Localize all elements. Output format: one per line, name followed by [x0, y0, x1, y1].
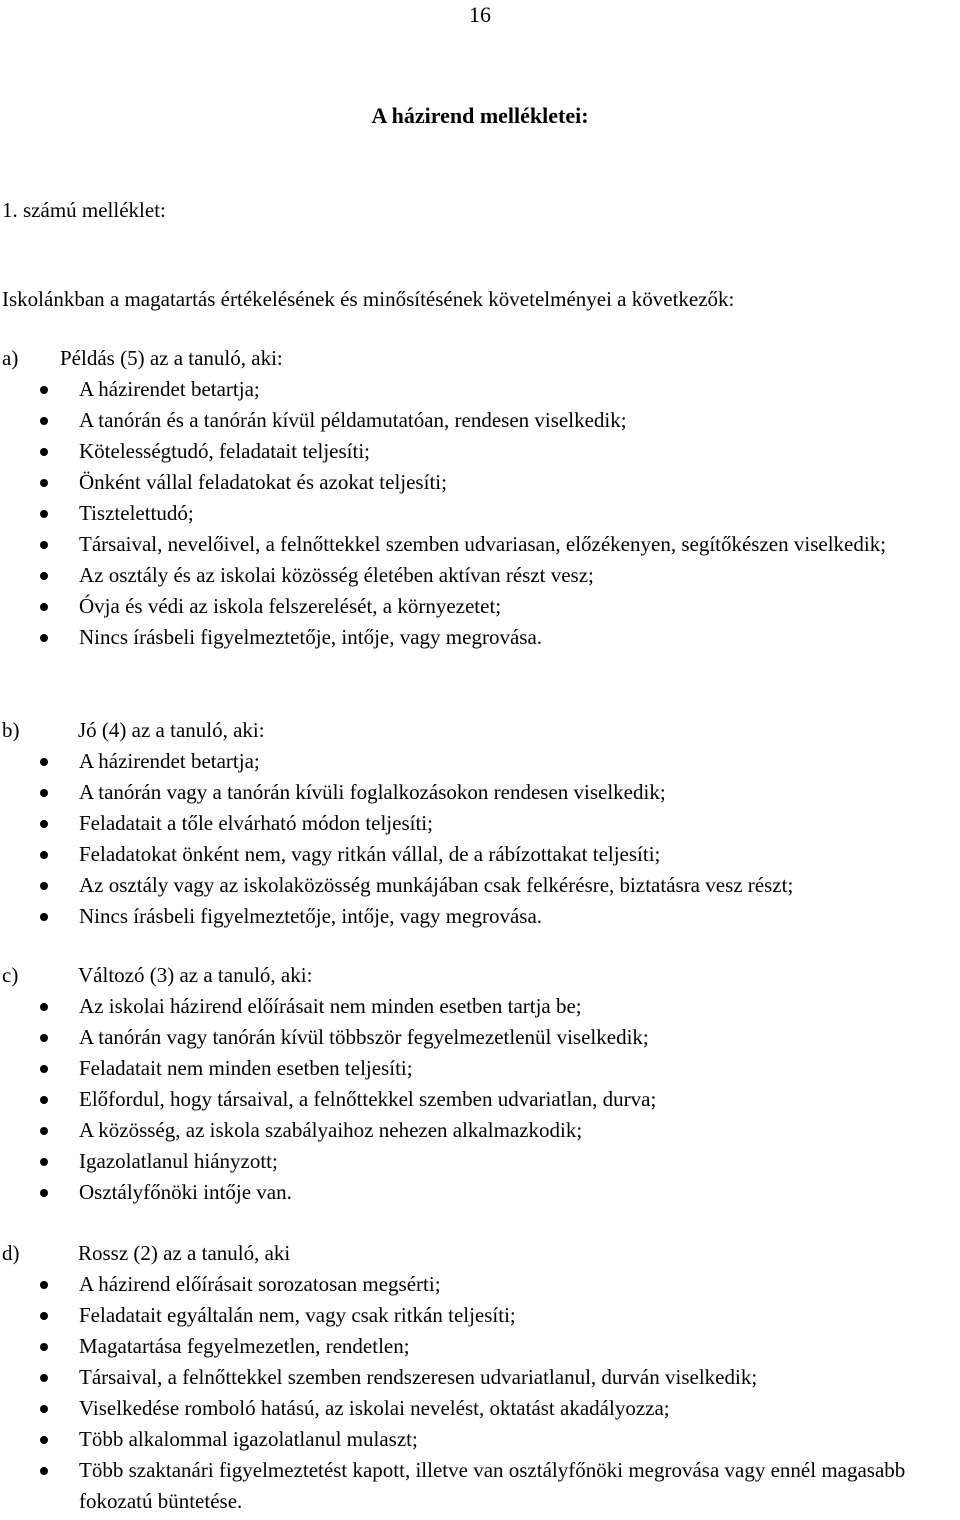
list-item-text: Nincs írásbeli figyelmeztetője, intője, vagy megrovása. [79, 904, 543, 928]
bullet-icon [40, 1467, 48, 1475]
section-heading [2, 343, 958, 374]
bullet-icon [40, 1312, 48, 1320]
bullet-icon [40, 1189, 48, 1197]
section-exemplary [2, 343, 958, 653]
bullet-icon [40, 1158, 48, 1166]
section-letter: d) [2, 1241, 20, 1265]
list-item [2, 808, 959, 839]
page-title: A házirend mellékletei: [371, 103, 589, 128]
list-item-text: Társaival, a felnőttekkel szemben rendszeresen udvariatlanul, durván viselkedik; [79, 1365, 758, 1389]
list-item-text: Feladatait a tőle elvárható módon teljesíti; [79, 811, 433, 835]
list-item [2, 1177, 959, 1208]
bullet-icon [40, 479, 48, 487]
list-item-text: Viselkedése romboló hatású, az iskolai nevelést, oktatást akadályozza; [79, 1396, 670, 1420]
section-heading [2, 1238, 958, 1269]
list-item [2, 529, 959, 560]
bullet-icon [40, 1405, 48, 1413]
list-item-text: Önként vállal feladatokat és azokat teljesíti; [79, 470, 447, 494]
section-letter: a) [2, 346, 19, 370]
list-item-text: Több alkalommal igazolatlanul mulaszt; [79, 1427, 418, 1451]
bullet-icon [40, 1096, 48, 1104]
bullet-icon [40, 820, 48, 828]
list-item-text: Magatartása fegyelmezetlen, rendetlen; [79, 1334, 410, 1358]
list-item-text: Feladatait nem minden esetben teljesíti; [79, 1056, 413, 1080]
list-item-text: Társaival, nevelőivel, a felnőttekkel szemben udvariasan, előzékenyen, segítőkészen viselkedik; [79, 532, 887, 556]
bullet-icon [40, 1436, 48, 1444]
list-item [2, 467, 959, 498]
list-item [2, 436, 959, 467]
page-number: 16 [469, 2, 491, 27]
bullet-icon [40, 1374, 48, 1382]
list-item [2, 498, 959, 529]
section-letter: c) [2, 963, 19, 987]
section-letter: b) [2, 718, 20, 742]
bullet-icon [40, 1065, 48, 1073]
annex-heading: 1. számú melléklet: [2, 198, 166, 222]
list-item [2, 405, 959, 436]
section-label: Példás (5) az a tanuló, aki: [60, 346, 283, 370]
list-item-text: Több szaktanári figyelmeztetést kapott, illetve van osztályfőnöki megrovása vagy ennél magasabb fokozatú büntetése. [79, 1458, 906, 1513]
bullet-icon [40, 417, 48, 425]
list-item-text: A házirendet betartja; [79, 377, 260, 401]
list-item [2, 901, 959, 932]
bullet-icon [40, 572, 48, 580]
list-item [2, 839, 959, 870]
list-item-text: A tanórán és a tanórán kívül példamutatóan, rendesen viselkedik; [79, 408, 627, 432]
list-item [2, 374, 959, 405]
bullet-icon [40, 541, 48, 549]
list-item-text: Igazolatlanul hiányzott; [79, 1149, 278, 1173]
list-item-text: Feladatait egyáltalán nem, vagy csak ritkán teljesíti; [79, 1303, 516, 1327]
list-item [2, 1053, 959, 1084]
criteria-list [2, 746, 958, 932]
list-item [2, 560, 959, 591]
bullet-icon [40, 634, 48, 642]
list-item [2, 746, 959, 777]
list-item-text: Tisztelettudó; [79, 501, 194, 525]
list-item [2, 870, 959, 901]
list-item-text: A házirendet betartja; [79, 749, 260, 773]
list-item-text: Az osztály és az iskolai közösség életében aktívan részt vesz; [79, 563, 594, 587]
criteria-list [2, 991, 958, 1208]
list-item [2, 1084, 959, 1115]
bullet-icon [40, 510, 48, 518]
intro-paragraph: Iskolánkban a magatartás értékelésének és minősítésének követelményei a következők: [2, 287, 735, 311]
list-item-text: Kötelességtudó, feladatait teljesíti; [79, 439, 370, 463]
criteria-list [2, 1269, 958, 1517]
list-item [2, 1393, 959, 1424]
bullet-icon [40, 448, 48, 456]
section-label: Rossz (2) az a tanuló, aki [78, 1241, 291, 1265]
criteria-list [2, 374, 958, 653]
list-item-text: A közösség, az iskola szabályaihoz nehezen alkalmazkodik; [79, 1118, 583, 1142]
list-item [2, 1300, 959, 1331]
list-item [2, 1331, 959, 1362]
list-item-text: A tanórán vagy tanórán kívül többször fegyelmezetlenül viselkedik; [79, 1025, 649, 1049]
list-item-text: Óvja és védi az iskola felszerelését, a környezetet; [79, 594, 502, 618]
section-label: Jó (4) az a tanuló, aki: [78, 718, 265, 742]
list-item [2, 1455, 959, 1517]
list-item [2, 591, 959, 622]
section-label: Változó (3) az a tanuló, aki: [78, 963, 313, 987]
list-item-text: Az osztály vagy az iskolaközösség munkájában csak felkérésre, biztatásra vesz részt; [79, 873, 794, 897]
bullet-icon [40, 882, 48, 890]
section-variable [2, 960, 958, 1208]
bullet-icon [40, 1034, 48, 1042]
list-item-text: Feladatokat önként nem, vagy ritkán vállal, de a rábízottakat teljesíti; [79, 842, 661, 866]
bullet-icon [40, 1281, 48, 1289]
bullet-icon [40, 913, 48, 921]
bullet-icon [40, 1003, 48, 1011]
bullet-icon [40, 1127, 48, 1135]
list-item-text: Előfordul, hogy társaival, a felnőttekkel szemben udvariatlan, durva; [79, 1087, 657, 1111]
list-item [2, 991, 959, 1022]
bullet-icon [40, 851, 48, 859]
section-good [2, 715, 958, 932]
list-item-text: Nincs írásbeli figyelmeztetője, intője, vagy megrovása. [79, 625, 543, 649]
list-item [2, 1115, 959, 1146]
list-item [2, 622, 959, 653]
list-item-text: A tanórán vagy a tanórán kívüli foglalkozásokon rendesen viselkedik; [79, 780, 666, 804]
list-item [2, 1424, 959, 1455]
section-heading [2, 715, 958, 746]
list-item [2, 1022, 959, 1053]
list-item-text: Osztályfőnöki intője van. [79, 1180, 292, 1204]
list-item-text: Az iskolai házirend előírásait nem minden esetben tartja be; [79, 994, 582, 1018]
bullet-icon [40, 1343, 48, 1351]
bullet-icon [40, 789, 48, 797]
section-heading [2, 960, 958, 991]
list-item [2, 777, 959, 808]
list-item [2, 1362, 959, 1393]
bullet-icon [40, 758, 48, 766]
list-item [2, 1146, 959, 1177]
bullet-icon [40, 603, 48, 611]
list-item [2, 1269, 959, 1300]
list-item-text: A házirend előírásait sorozatosan megsérti; [79, 1272, 441, 1296]
section-bad [2, 1238, 958, 1517]
bullet-icon [40, 386, 48, 394]
